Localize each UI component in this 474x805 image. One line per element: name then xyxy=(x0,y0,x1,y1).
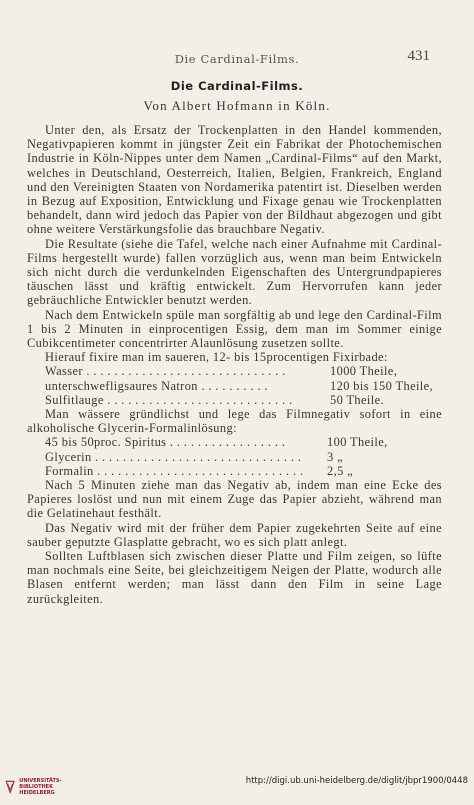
recipe-row xyxy=(45,393,442,407)
paragraph-3: Nach dem Entwickeln spüle man sorgfältig ab und lege den Cardinal-Film 1 bis 2 Minuten in einprocentigen Essig, dem man im Sommer einige Cubikcentimeter concentrirter Alaunlösung zusetzen sollte. xyxy=(27,307,442,351)
article-byline: Von Albert Hofmann in Köln. xyxy=(143,98,331,113)
recipe-ingredient: unterschwefligsaures Natron . . . . . . . . . . xyxy=(45,378,268,393)
paragraph-7: Das Negativ wird mit der früher dem Papier zugekehrten Seite auf eine sauber geputzte Glasplatte gebracht, wo es sich platt anlegt. xyxy=(27,520,442,549)
recipe-amount: 100 Theile, xyxy=(327,435,388,450)
article-title: Die Cardinal-Films. xyxy=(170,79,304,93)
paragraph-1: Unter den, als Ersatz der Trockenplatten in den Handel kommenden, Negativpapieren kommt in jüngster Zeit ein Fabrikat der Photochemischen Industrie in Köln-Nippes unter dem Namen „Cardinal-Films“ auf den Markt, welches in Deutschland, Oesterreich, Italien, Belgien, Frankreich, England und den Vereinigten Staaten von Nordamerika patentirt ist. Dieselben werden in Bezug auf Exposition, Entwicklung und Fixage genau wie Trockenplatten behandelt, dann wird jedoch das Papier von der Bildhaut abgezogen und gibt ohne weitere Verstärkungsfolie das brauchbare Negativ. xyxy=(27,123,442,237)
recipe-row xyxy=(45,364,442,378)
page-number: 431 xyxy=(407,48,430,64)
recipe-amount: 2,5 „ xyxy=(327,463,354,478)
recipe-row xyxy=(45,379,442,393)
recipe-amount: 1000 Theile, xyxy=(330,364,398,379)
fixing-bath-recipe xyxy=(45,364,442,407)
recipe-row xyxy=(45,464,442,478)
article-body-part-1 xyxy=(27,123,442,606)
recipe-ingredient: Glycerin . . . . . . . . . . . . . . . . . . . . . . . . . . . . . . xyxy=(45,449,302,464)
recipe-amount: 50 Theile. xyxy=(330,392,385,407)
recipe-ingredient: Sulfitlauge . . . . . . . . . . . . . . . . . . . . . . . . . . . xyxy=(45,392,293,407)
running-head: Die Cardinal-Films. xyxy=(174,52,300,66)
recipe-ingredient: Formalin . . . . . . . . . . . . . . . . . . . . . . . . . . . . . . xyxy=(45,463,304,478)
recipe-amount: 3 „ xyxy=(327,449,343,464)
recipe-ingredient: Wasser . . . . . . . . . . . . . . . . . . . . . . . . . . . . . xyxy=(45,364,286,379)
recipe-ingredient: 45 bis 50proc. Spiritus . . . . . . . . . . . . . . . . . xyxy=(45,435,286,450)
library-logo[interactable] xyxy=(5,772,85,802)
recipe-row xyxy=(45,435,442,449)
recipe-amount: 120 bis 150 Theile, xyxy=(330,378,434,393)
paragraph-4: Hierauf fixire man im saueren, 12- bis 15procentigen Fixirbade: xyxy=(45,350,388,365)
paragraph-5: Man wässere gründlichst und lege das Filmnegativ sofort in eine alkoholische Glycerin-Formalinlösung: xyxy=(27,407,442,436)
heidelberg-seal-icon xyxy=(5,775,15,799)
library-name: UNIVERSITÄTS- BIBLIOTHEK HEIDELBERG xyxy=(19,778,62,796)
source-url[interactable]: http://digi.ub.uni-heidelberg.de/diglit/jbpr1900/0448 xyxy=(245,776,468,786)
paragraph-6: Nach 5 Minuten ziehe man das Negativ ab, indem man eine Ecke des Papieres loslöst und nun mit einem Zuge das Papier abzieht, während man die Gelatinehaut festhält. xyxy=(27,477,442,521)
paragraph-8: Sollten Luftblasen sich zwischen dieser Platte und Film zeigen, so lüfte man nochmals eine Seite, bei gleichzeitigem Neigen der Platte, wodurch alle Blasen entfernt werden; man lässt dann den Film in seine Lage zurückgleiten. xyxy=(27,549,442,606)
glycerin-formalin-recipe xyxy=(45,435,442,478)
paragraph-2: Die Resultate (siehe die Tafel, welche nach einer Aufnahme mit Cardinal-Films hergestellt wurde) fallen vorzüglich aus, wenn man beim Entwickeln sich nicht durch die verdunkelnden Eigenschaften des Untergrundpapieres täuschen lässt und kräftig entwickelt. Zum Hervorrufen kann jeder gebräuchliche Entwickler benutzt werden. xyxy=(27,236,442,308)
recipe-row xyxy=(45,450,442,464)
